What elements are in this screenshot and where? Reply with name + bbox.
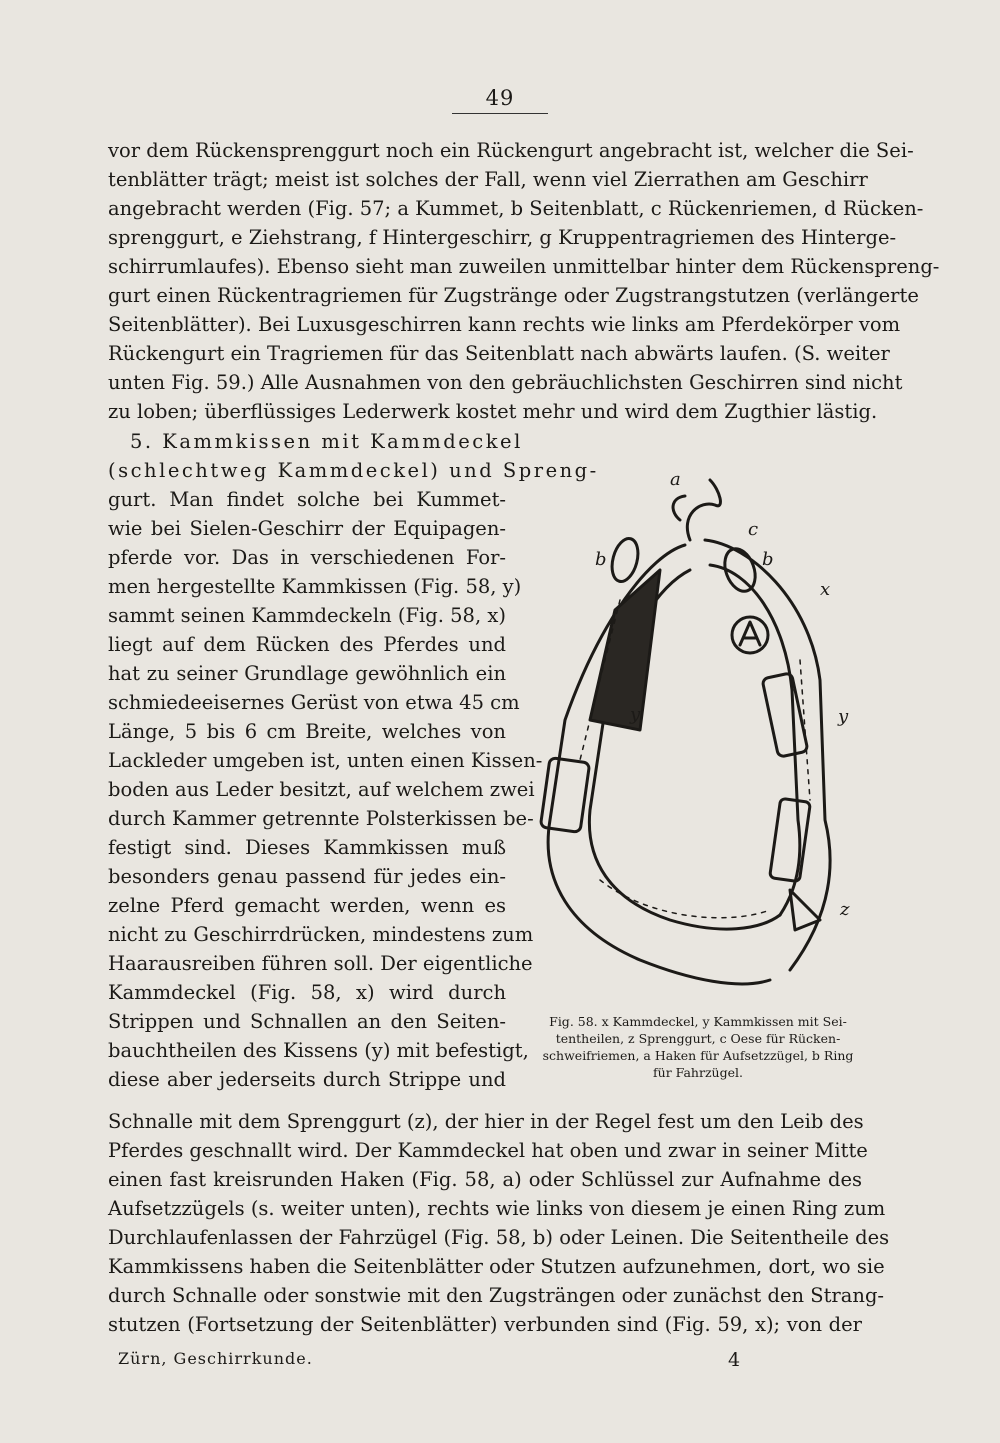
text-line: men hergestellte Kammkissen (Fig. 58, y) — [108, 575, 522, 598]
text-line: wie bei Sielen-Geschirr der Equipagen- — [108, 517, 506, 540]
text-line: Haarausreiben führen soll. Der eigentliche — [108, 952, 533, 975]
text-line: schirrumlaufes). Ebenso sieht man zuweilen unmittelbar hinter dem Rückenspreng- — [108, 255, 940, 278]
text-line: zelne Pferd gemacht werden, wenn es — [108, 894, 506, 917]
text-line: durch Kammer getrennte Polsterkissen be- — [108, 807, 534, 830]
label-b-right: b — [762, 549, 774, 570]
text-line: gurt einen Rückentragriemen für Zugstränge oder Zugstrangstutzen (verlängerte — [108, 284, 919, 307]
text-line: bauchtheilen des Kissens (y) mit befestigt, — [108, 1039, 529, 1062]
text-line: besonders genau passend für jedes ein- — [108, 865, 506, 888]
text-line: festigt sind. Dieses Kammkissen muß — [108, 836, 506, 859]
figure-58 — [520, 460, 880, 1015]
text-line: Schnalle mit dem Sprenggurt (z), der hier in der Regel fest um den Leib des — [108, 1110, 864, 1133]
text-line: diese aber jederseits durch Strippe und — [108, 1068, 506, 1091]
text-line: Durchlaufenlassen der Fahrzügel (Fig. 58, b) oder Leinen. Die Seitentheile des — [108, 1226, 890, 1249]
label-y-right: y — [838, 706, 849, 727]
text-line: nicht zu Geschirrdrücken, mindestens zum — [108, 923, 534, 946]
label-a: a — [670, 469, 681, 490]
text-line: angebracht werden (Fig. 57; a Kummet, b Seitenblatt, c Rückenriemen, d Rücken- — [108, 197, 924, 220]
saddle-pad-illustration — [520, 460, 880, 1015]
text-line: schmiedeeisernes Gerüst von etwa 45 cm — [108, 691, 520, 714]
label-x: x — [820, 579, 831, 600]
text-line: boden aus Leder besitzt, auf welchem zwei — [108, 778, 535, 801]
caption-line: für Fahrzügel. — [653, 1065, 743, 1080]
text-line: sprenggurt, e Ziehstrang, f Hintergeschirr, g Kruppentragriemen des Hinterge- — [108, 226, 897, 249]
footer-sheet-number: 4 — [728, 1349, 741, 1371]
text-line: durch Schnalle oder sonstwie mit den Zugsträngen oder zunächst den Strang- — [108, 1284, 885, 1307]
text-line: sammt seinen Kammdeckeln (Fig. 58, x) — [108, 604, 506, 627]
caption-line: Fig. 58. x Kammdeckel, y Kammkissen mit Sei- — [549, 1014, 847, 1029]
text-line: gurt. Man findet solche bei Kummet- — [108, 488, 506, 511]
text-line: tenblätter trägt; meist ist solches der Fall, wenn viel Zierrathen am Geschirr — [108, 168, 868, 191]
text-line: einen fast kreisrunden Haken (Fig. 58, a) oder Schlüssel zur Aufnahme des — [108, 1168, 862, 1191]
text-line: hat zu seiner Grundlage gewöhnlich ein — [108, 662, 506, 685]
text-line: Strippen und Schnallen an den Seiten- — [108, 1010, 506, 1033]
text-line: Aufsetzzügels (s. weiter unten), rechts wie links von diesem je einen Ring zum — [108, 1197, 886, 1220]
text-line: unten Fig. 59.) Alle Ausnahmen von den gebräuchlichsten Geschirren sind nicht — [108, 371, 903, 394]
caption-line: schweifriemen, a Haken für Aufsetzzügel, b Ring — [542, 1048, 854, 1063]
page-number: 49 — [485, 86, 515, 110]
text-line: liegt auf dem Rücken des Pferdes und — [108, 633, 506, 656]
caption-line: tentheilen, z Sprenggurt, c Oese für Rücken- — [555, 1031, 841, 1046]
text-line: pferde vor. Das in verschiedenen For- — [108, 546, 506, 569]
section-heading-line: 5. Kammkissen mit Kammdeckel — [130, 430, 523, 453]
text-line: Kammkissens haben die Seitenblätter oder Stutzen aufzunehmen, dort, wo sie — [108, 1255, 885, 1278]
footer-signature: Zürn, Geschirrkunde. — [118, 1349, 313, 1368]
label-b-left: b — [595, 549, 607, 570]
text-line: Lackleder umgeben ist, unten einen Kissen- — [108, 749, 543, 772]
text-line: Länge, 5 bis 6 cm Breite, welches von — [108, 720, 506, 743]
text-line: stutzen (Fortsetzung der Seitenblätter) verbunden sind (Fig. 59, x); von der — [108, 1313, 862, 1336]
text-line: Seitenblätter). Bei Luxusgeschirren kann rechts wie links am Pferdekörper vom — [108, 313, 901, 336]
text-line: Rückengurt ein Tragriemen für das Seitenblatt nach abwärts laufen. (S. weiter — [108, 342, 890, 365]
header-rule — [452, 113, 548, 114]
label-c: c — [748, 519, 759, 540]
text-line: vor dem Rückensprenggurt noch ein Rückengurt angebracht ist, welcher die Sei- — [108, 139, 914, 162]
text-line: (schlechtweg Kammdeckel) und Spreng- — [108, 459, 599, 482]
label-z: z — [840, 899, 850, 920]
label-y-left: y — [630, 704, 641, 725]
text-line: Kammdeckel (Fig. 58, x) wird durch — [108, 981, 506, 1004]
text-line: Pferdes geschnallt wird. Der Kammdeckel hat oben und zwar in seiner Mitte — [108, 1139, 868, 1162]
text-line: zu loben; überflüssiges Lederwerk kostet mehr und wird dem Zugthier lästig. — [108, 400, 878, 423]
